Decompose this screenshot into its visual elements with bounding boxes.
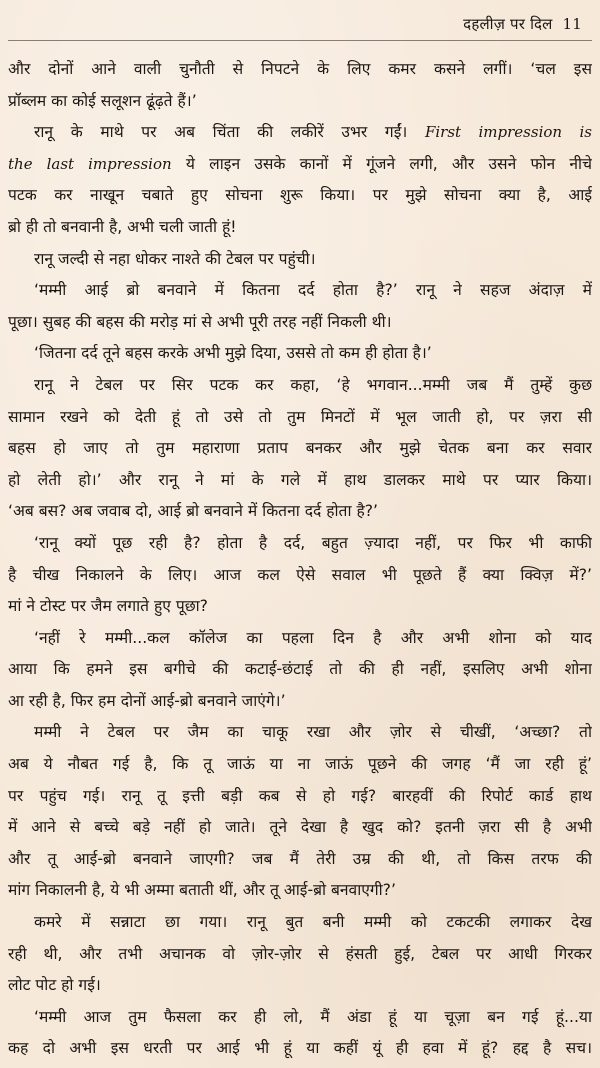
text-line	[8, 433, 592, 465]
text-line	[8, 1002, 592, 1034]
text-line	[8, 560, 592, 592]
line-text: प्रॉब्लम का कोई सलूशन ढूंढ़ते हैं।’	[8, 91, 197, 110]
line-text: मां ने टोस्ट पर जैम लगाते हुए पूछा?	[8, 597, 208, 616]
line-text: पर पहुंच गई। रानू तू इत्ती बड़ी कब से हो गई? बारहवीं की रिपोर्ट कार्ड हाथ	[8, 786, 592, 805]
line-text: ‘नहीं रे मम्मी...कल कॉलेज का पहला दिन है और अभी शोना को याद	[34, 628, 592, 647]
line-text: सामान रखने को देती हूं तो उसे तो तुम मिनटों में भूल जाती हो, पर ज़रा सी	[8, 407, 592, 426]
text-line	[8, 244, 592, 276]
text-line	[8, 117, 592, 149]
text-line	[8, 749, 592, 781]
line-text: पटक कर नाखून चबाते हुए सोचना शुरू किया। पर मुझे सोचना क्या है, आई	[8, 186, 592, 205]
line-text: ब्रो ही तो बनवानी है, अभी चली जाती हूं!	[8, 217, 237, 236]
text-line	[8, 654, 592, 686]
line-text: ‘रानू क्यों पूछ रही है? होता है दर्द, बहुत ज़्यादा नहीं, पर फिर भी काफी	[34, 533, 592, 552]
text-line	[8, 402, 592, 434]
text-line	[8, 623, 592, 655]
text-line	[8, 86, 592, 118]
line-text: ये लाइन उसके कानों में गूंजने लगी, और उसने फोन नीचे	[171, 154, 592, 173]
text-line	[8, 844, 592, 876]
line-text: कमरे में सन्नाटा छा गया। रानू बुत बनी मम्मी को टकटकी लगाकर देख	[34, 913, 592, 932]
line-text: रानू ने टेबल पर सिर पटक कर कहा, ‘हे भगवान...मम्मी जब मैं तुम्हें कुछ	[34, 375, 592, 394]
page-number: 11	[562, 15, 582, 33]
text-line	[8, 875, 592, 907]
text-line	[8, 812, 592, 844]
line-text: बहस हो जाए तो तुम महाराणा प्रताप बनकर और मुझे चेतक बना कर सवार	[8, 439, 592, 458]
line-text: आया कि हमने इस बगीचे की कटाई-छंटाई तो की ही नहीं, इसलिए अभी शोना	[8, 660, 592, 679]
text-line	[8, 54, 592, 86]
text-line	[8, 717, 592, 749]
text-line	[8, 465, 592, 497]
line-text: ‘मम्मी आज तुम फैसला कर ही लो, मैं अंडा हूं या चूज़ा बन गई हूं...या	[34, 1007, 592, 1026]
text-line	[8, 149, 592, 181]
text-line	[8, 370, 592, 402]
line-text: ‘मम्मी आई ब्रो बनवाने में कितना दर्द होता है?’ रानू ने सहज अंदाज़ में	[34, 281, 592, 300]
line-text: में आने से बच्चे बड़े नहीं हो जाते। तूने देखा है खुद को? इतनी ज़रा सी है अभी	[8, 818, 592, 837]
line-text: मांग निकालनी है, ये भी अम्मा बताती थीं, और तू आई-ब्रो बनवाएगी?’	[8, 881, 396, 900]
text-line	[8, 591, 592, 623]
text-line	[8, 970, 592, 1002]
header-rule	[8, 40, 592, 41]
text-line	[8, 686, 592, 718]
text-line	[8, 939, 592, 971]
line-text: मम्मी ने टेबल पर जैम का चाकू रखा और ज़ोर से चीखीं, ‘अच्छा? तो	[34, 723, 592, 742]
line-text: और तू आई-ब्रो बनवाने जाएगी? जब मैं तेरी उम्र की थी, तो किस तरफ की	[8, 849, 592, 868]
text-line	[8, 1033, 592, 1065]
text-line	[8, 528, 592, 560]
line-text: हो लेती हो।’ और रानू ने मां के गले में हाथ डालकर माथे पर प्यार किया।	[8, 470, 592, 489]
text-line	[8, 212, 592, 244]
line-text: है चीख निकालने के लिए। आज कल ऐसे सवाल भी पूछते हैं क्या क्विज़ में?’	[8, 565, 592, 584]
text-line	[8, 338, 592, 370]
text-line	[8, 180, 592, 212]
text-line	[8, 307, 592, 339]
line-text: रानू जल्दी से नहा धोकर नाश्ते की टेबल पर पहुंची।	[34, 249, 316, 268]
text-line	[8, 275, 592, 307]
english-phrase: First impression is	[424, 123, 592, 142]
line-text: कह दो अभी इस धरती पर आई भी हूं या कहीं यूं ही हवा में हूं? हद्द है सच।	[8, 1039, 592, 1058]
line-text: रही थी, और तभी अचानक वो ज़ोर-ज़ोर से हंसती हुई, टेबल पर आधी गिरकर	[8, 944, 592, 963]
line-text: अब ये नौबत गई है, कि तू जाऊं या ना जाऊं पूछने की जगह ‘मैं जा रही हूं’	[8, 755, 592, 774]
text-line	[8, 907, 592, 939]
english-phrase: the last impression	[8, 154, 172, 173]
text-line	[8, 496, 592, 528]
line-text: और दोनों आने वाली चुनौती से निपटने के लिए कमर कसने लगीं। ‘चल इस	[8, 60, 592, 78]
line-text: पूछा। सुबह की बहस की मरोड़ मां से अभी पूरी तरह नहीं निकली थी।	[8, 312, 392, 331]
line-text: लोट पोट हो गई।	[8, 976, 101, 995]
line-text: आ रही है, फिर हम दोनों आई-ब्रो बनवाने जाएंगे।’	[8, 691, 286, 710]
book-title: दहलीज़ पर दिल	[463, 15, 553, 33]
line-text: ‘अब बस? अब जवाब दो, आई ब्रो बनवाने में कितना दर्द होता है?’	[8, 502, 378, 521]
line-text: ‘जितना दर्द तूने बहस करके अभी मुझे दिया, उससे तो कम ही होता है।’	[34, 344, 432, 363]
text-line	[8, 781, 592, 813]
line-text: रानू के माथे पर अब चिंता की लकीरें उभर गईं।	[34, 123, 408, 142]
running-header	[463, 14, 582, 34]
body-text	[8, 54, 592, 1065]
